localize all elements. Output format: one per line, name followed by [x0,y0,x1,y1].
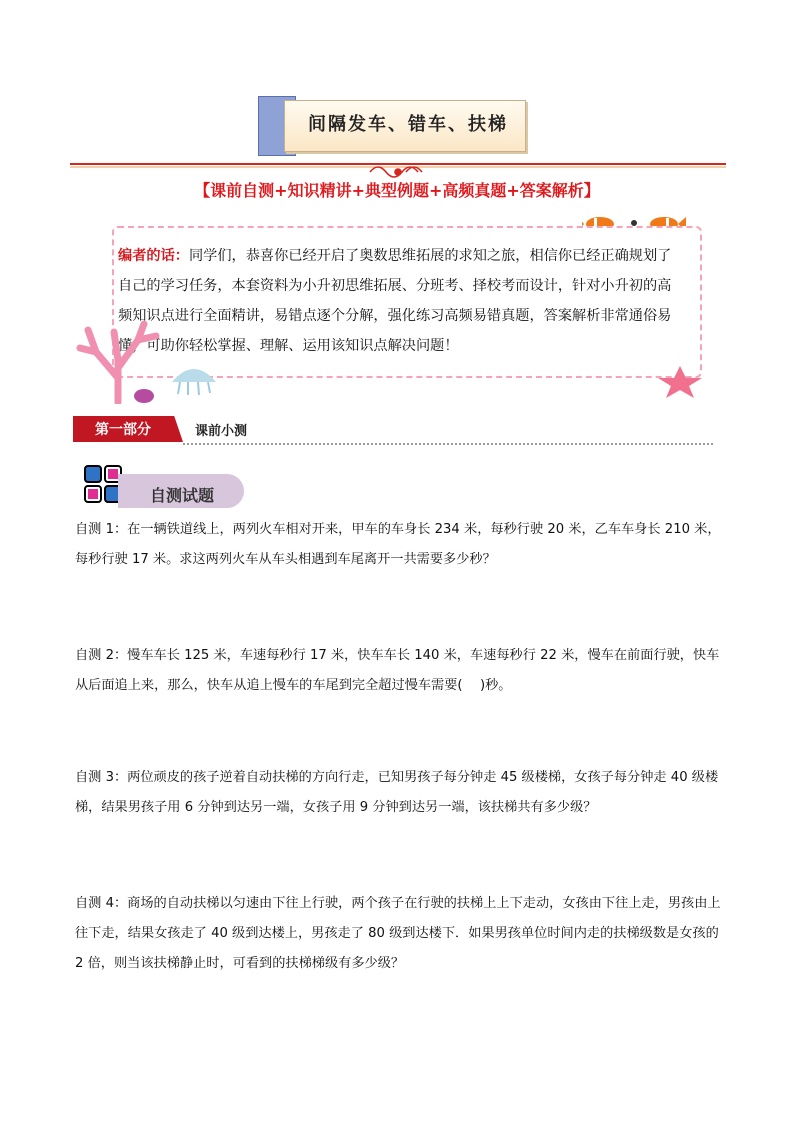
section-part-label: 第一部分 [95,422,151,438]
question-1: 自测 1：在一辆铁道线上，两列火车相对开来，甲车的车身长 234 米，每秒行驶 20 米，乙车车身长 210 米，每秒行驶 17 米。求这两列火车从车头相遇到车尾离开一共需要多少秒？ [75,522,721,567]
section-header [73,416,713,446]
question-4: 自测 4：商场的自动扶梯以匀速由下往上行驶，两个孩子在行驶的扶梯上上下走动，女孩由下往上走，男孩由上往下走，结果女孩走了 40 级到达楼上，男孩走了 80 级到达楼下．如果男孩单位时间内走的扶梯级数是女孩的 2 倍，则当该扶梯静止时，可看到的扶梯梯级有多少级？ [75,896,721,971]
jellyfish-icon [168,362,220,396]
section-divider [183,443,713,445]
self-test-label: 自测试题 [150,486,215,505]
starfish-icon [654,364,706,400]
section-label: 课前小测 [195,424,248,439]
coral-icon [74,318,164,404]
editor-note-body: 同学们，恭喜你已经开启了奥数思维拓展的求知之旅，相信你已经正确规划了自己的学习任务，本套资料为小升初思维拓展、分班考、择校考而设计，针对小升初的高频知识点进行全面精讲，易错点逐个分解，强化练习高频易错真题，答案解析非常通俗易懂，可助你轻松掌握、理解、运用该知识点解决问题！ [118,248,672,354]
question-3: 自测 3：两位顽皮的孩子逆着自动扶梯的方向行走，已知男孩子每分钟走 45 级楼梯，女孩子每分钟走 40 级楼梯，结果男孩子用 6 分钟到达另一端，女孩子用 9 分钟到达另一端，该扶梯共有多少级？ [75,770,719,815]
editor-note-text [118,241,678,361]
subtitle: 【课前自测+知识精讲+典型例题+高频真题+答案解析】 [194,181,600,200]
editor-note-lead: 编者的话： [118,248,189,264]
question-2: 自测 2：慢车车长 125 米，车速每秒行 17 米，快车车长 140 米，车速每秒行 22 米，慢车在前面行驶，快车从后面追上来，那么，快车从追上慢车的车尾到完全超过慢车需要( )秒。 [75,648,720,693]
title-banner [258,96,528,158]
page-title: 间隔发车、错车、扶梯 [308,114,508,135]
